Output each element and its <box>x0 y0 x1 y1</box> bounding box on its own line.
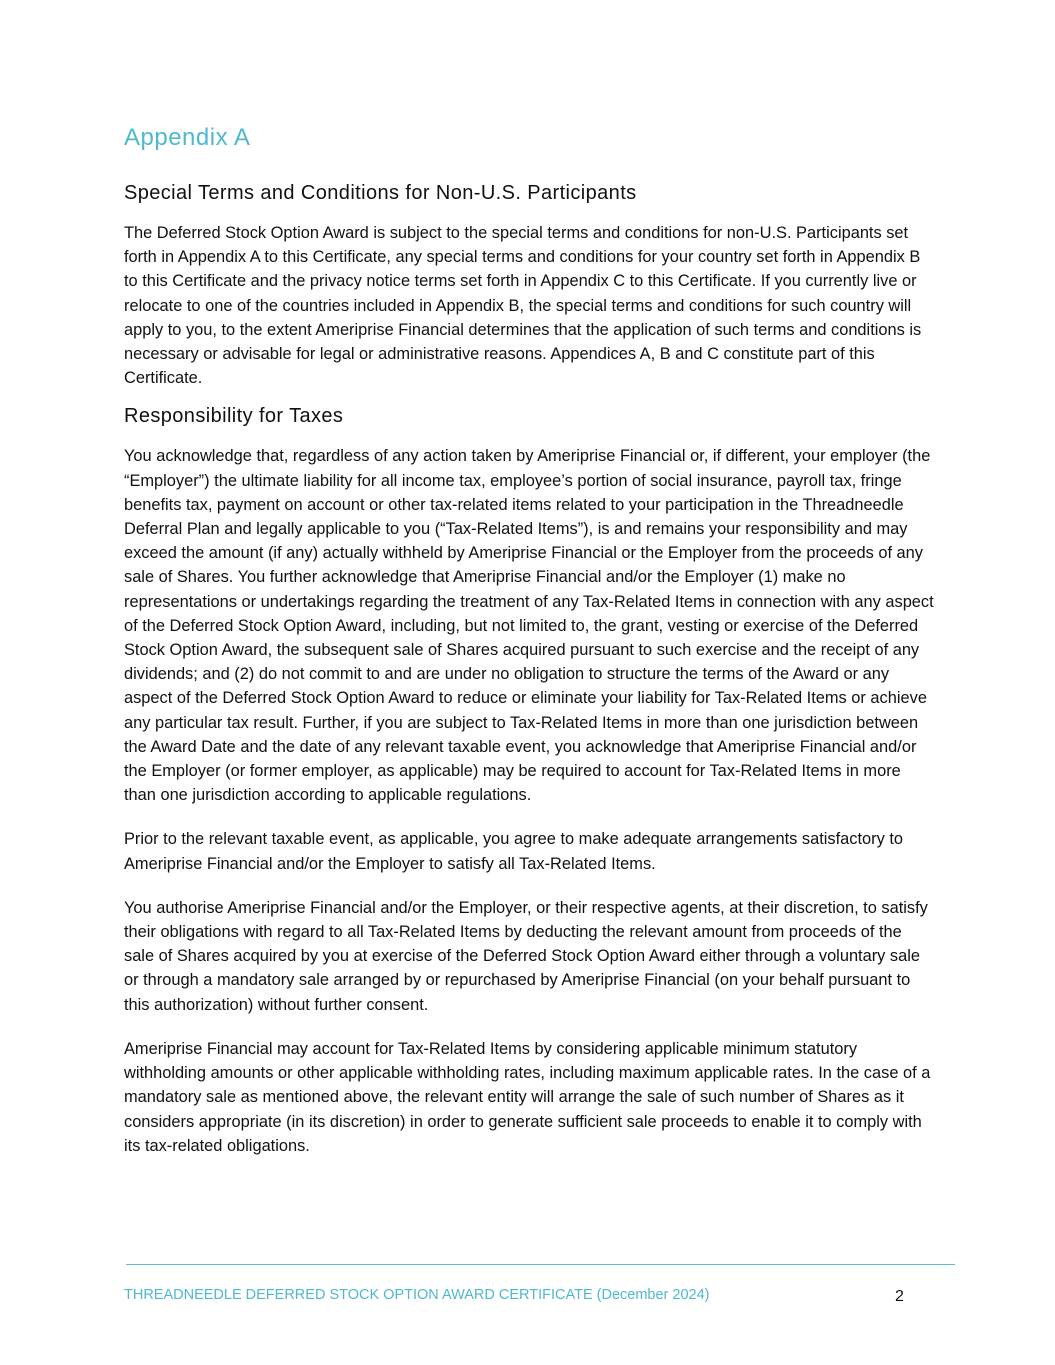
footer-document-title: THREADNEEDLE DEFERRED STOCK OPTION AWARD CERTIFICATE (December 2024) <box>124 1287 710 1303</box>
paragraph-withholding-authorisation: You authorise Ameriprise Financial and/or the Employer, or their respective agents, at their discretion, to satisfy their obligations with regard to all Tax-Related Items by deducting the relevant amount from proceeds of the sale of Shares acquired by you at exercise of the Deferred Stock Option Award either through a voluntary sale or through a mandatory sale arranged by or repurchased by Ameriprise Financial (on your behalf pursuant to this authorization) without further consent. <box>124 898 928 1014</box>
paragraph-tax-liability: You acknowledge that, regardless of any action taken by Ameriprise Financial or, if different, your employer (the “Employer”) the ultimate liability for all income tax, employee’s portion of social insurance, payroll tax, fringe benefits tax, payment on account or other tax-related items related to your participation in the Threadneedle Deferral Plan and legally applicable to you (“Tax-Related Items”), is and remains your responsibility and may exceed the amount (if any) actually withheld by Ameriprise Financial or the Employer from the proceeds of any sale of Shares. You further acknowledge that Ameriprise Financial and/or the Employer (1) make no representations or undertakings regarding the treatment of any Tax-Related Items in connection with any aspect of the Deferred Stock Option Award, including, but not limited to, the grant, vesting or exercise of the Deferred Stock Option Award, the subsequent sale of Shares acquired pursuant to such exercise and the receipt of any dividends; and (2) do not commit to and are under no obligation to structure the terms of the Award or any aspect of the Deferred Stock Option Award to reduce or eliminate your liability for Tax-Related Items or achieve any particular tax result. Further, if you are subject to Tax-Related Items in more than one jurisdiction between the Award Date and the date of any relevant taxable event, you acknowledge that Ameriprise Financial and/or the Employer (or former employer, as applicable) may be required to account for Tax-Related Items in more than one jurisdiction according to applicable regulations. <box>124 447 934 805</box>
page-content <box>124 122 936 1178</box>
page-number: 2 <box>895 1288 904 1305</box>
appendix-title: Appendix A <box>124 124 251 151</box>
paragraph-withholding-rates: Ameriprise Financial may account for Tax-Related Items by considering applicable minimum statutory withholding amounts or other applicable withholding rates, including maximum applicable rates. In the case of a mandatory sale as mentioned above, the relevant entity will arrange the sale of such number of Shares as it considers appropriate (in its discretion) in order to generate sufficient sale proceeds to enable it to comply with its tax-related obligations. <box>124 1039 931 1155</box>
paragraph-special-terms: The Deferred Stock Option Award is subject to the special terms and conditions for non-U.S. Participants set forth in Appendix A to this Certificate, any special terms and conditions for your country set forth in Appendix B to this Certificate and the privacy notice terms set forth in Appendix C to this Certificate. If you currently live or relocate to one of the countries included in Appendix B, the special terms and conditions for such country will apply to you, to the extent Ameriprise Financial determines that the application of such terms and conditions is necessary or advisable for legal or administrative reasons. Appendices A, B and C constitute part of this Certificate. <box>124 224 922 388</box>
section-heading-special-terms: Special Terms and Conditions for Non-U.S. Participants <box>124 182 637 204</box>
footer-divider <box>126 1264 955 1265</box>
section-heading-responsibility-for-taxes: Responsibility for Taxes <box>124 405 344 428</box>
paragraph-tax-arrangements: Prior to the relevant taxable event, as applicable, you agree to make adequate arrangements satisfactory to Ameriprise Financial and/or the Employer to satisfy all Tax-Related Items. <box>124 830 904 873</box>
